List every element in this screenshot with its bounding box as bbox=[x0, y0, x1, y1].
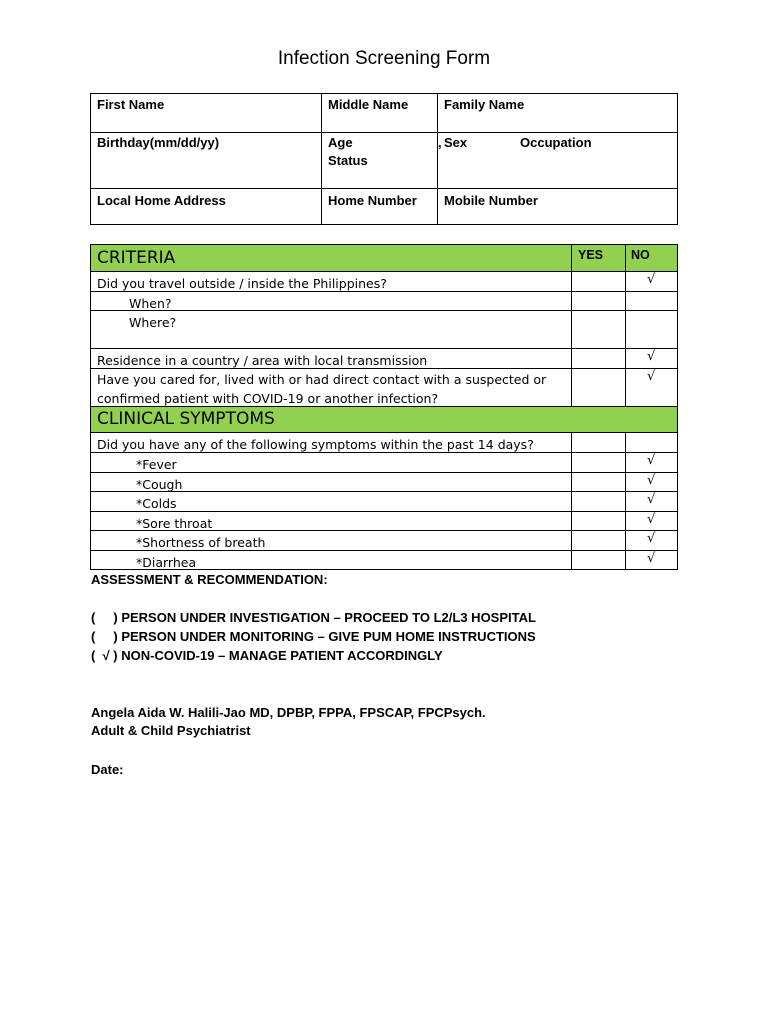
symptom-label: *Shortness of breath bbox=[136, 535, 266, 550]
table-row bbox=[91, 512, 677, 532]
symptom-label: *Diarrhea bbox=[136, 554, 197, 570]
cough-no-check[interactable]: √ bbox=[647, 472, 656, 488]
table-row bbox=[91, 311, 677, 349]
column-divider bbox=[437, 94, 438, 224]
occupation-field[interactable]: Occupation bbox=[520, 135, 592, 150]
sex-marker: , bbox=[438, 135, 442, 150]
no-column-header: NO bbox=[631, 248, 650, 262]
column-divider bbox=[571, 245, 572, 407]
address-field[interactable]: Local Home Address bbox=[97, 193, 226, 208]
symptom-label: *Fever bbox=[136, 457, 177, 472]
table-row bbox=[91, 551, 677, 571]
column-divider bbox=[321, 94, 322, 224]
table-row bbox=[91, 369, 677, 407]
assessment-option-non-covid[interactable]: ( √ ) NON-COVID-19 – MANAGE PATIENT ACCORDINGLY bbox=[91, 648, 443, 663]
when-label: When? bbox=[129, 296, 172, 311]
home-number-field[interactable]: Home Number bbox=[328, 193, 417, 208]
table-row bbox=[91, 473, 677, 493]
age-field[interactable]: Age bbox=[328, 135, 353, 150]
table-row bbox=[91, 531, 677, 551]
symptom-label: *Colds bbox=[136, 496, 177, 511]
patient-info-table bbox=[90, 93, 678, 225]
contact-question-line1: Have you cared for, lived with or had direct contact with a suspected or bbox=[97, 372, 547, 387]
status-field[interactable]: Status bbox=[328, 153, 368, 168]
travel-question: Did you travel outside / inside the Philippines? bbox=[97, 276, 387, 291]
assessment-option-pui[interactable]: ( ) PERSON UNDER INVESTIGATION – PROCEED TO L2/L3 HOSPITAL bbox=[91, 610, 536, 625]
where-label: Where? bbox=[129, 315, 177, 330]
first-name-field[interactable]: First Name bbox=[97, 97, 165, 112]
residence-no-check[interactable]: √ bbox=[647, 349, 656, 364]
column-divider bbox=[625, 245, 626, 407]
clinical-header-row bbox=[91, 407, 677, 433]
contact-no-check[interactable]: √ bbox=[647, 369, 656, 384]
table-row bbox=[91, 433, 677, 453]
table-row bbox=[91, 349, 677, 369]
symptom-label: *Sore throat bbox=[136, 515, 213, 531]
symptoms-question: Did you have any of the following symptoms within the past 14 days? bbox=[97, 437, 534, 452]
table-row bbox=[91, 272, 677, 292]
symptom-label: *Cough bbox=[136, 476, 183, 492]
clinical-title: CLINICAL SYMPTOMS bbox=[97, 409, 275, 429]
form-title: Infection Screening Form bbox=[277, 48, 491, 69]
assessment-option-pum[interactable]: ( ) PERSON UNDER MONITORING – GIVE PUM HOME INSTRUCTIONS bbox=[91, 629, 536, 644]
table-row bbox=[91, 292, 677, 311]
travel-no-check[interactable]: √ bbox=[647, 272, 656, 287]
shortness-of-breath-no-check[interactable]: √ bbox=[647, 531, 656, 546]
column-divider bbox=[625, 433, 626, 570]
sore-throat-no-check[interactable]: √ bbox=[647, 511, 656, 527]
middle-name-field[interactable]: Middle Name bbox=[328, 97, 409, 112]
table-row bbox=[91, 453, 677, 473]
birthday-field[interactable]: Birthday(mm/dd/yy) bbox=[97, 135, 220, 150]
physician-name: Angela Aida W. Halili-Jao MD, DPBP, FPPA, FPSCAP, FPCPsych. bbox=[91, 705, 486, 720]
mobile-number-field[interactable]: Mobile Number bbox=[444, 193, 538, 208]
criteria-header-row bbox=[91, 245, 677, 272]
physician-title: Adult & Child Psychiatrist bbox=[91, 723, 251, 738]
diarrhea-no-check[interactable]: √ bbox=[647, 550, 656, 566]
contact-question-line2: confirmed patient with COVID-19 or another infection? bbox=[97, 391, 439, 406]
colds-no-check[interactable]: √ bbox=[647, 492, 656, 507]
sex-field[interactable]: Sex bbox=[444, 135, 468, 150]
column-divider bbox=[571, 433, 572, 570]
assessment-heading: ASSESSMENT & RECOMMENDATION: bbox=[91, 572, 328, 587]
date-label: Date: bbox=[91, 762, 124, 777]
criteria-title: CRITERIA bbox=[97, 248, 176, 268]
screening-table bbox=[90, 244, 678, 570]
yes-column-header: YES bbox=[578, 248, 604, 262]
row-divider bbox=[91, 188, 677, 189]
residence-question: Residence in a country / area with local transmission bbox=[97, 353, 428, 368]
row-divider bbox=[91, 132, 677, 133]
family-name-field[interactable]: Family Name bbox=[444, 97, 525, 112]
table-row bbox=[91, 492, 677, 512]
fever-no-check[interactable]: √ bbox=[647, 453, 656, 468]
